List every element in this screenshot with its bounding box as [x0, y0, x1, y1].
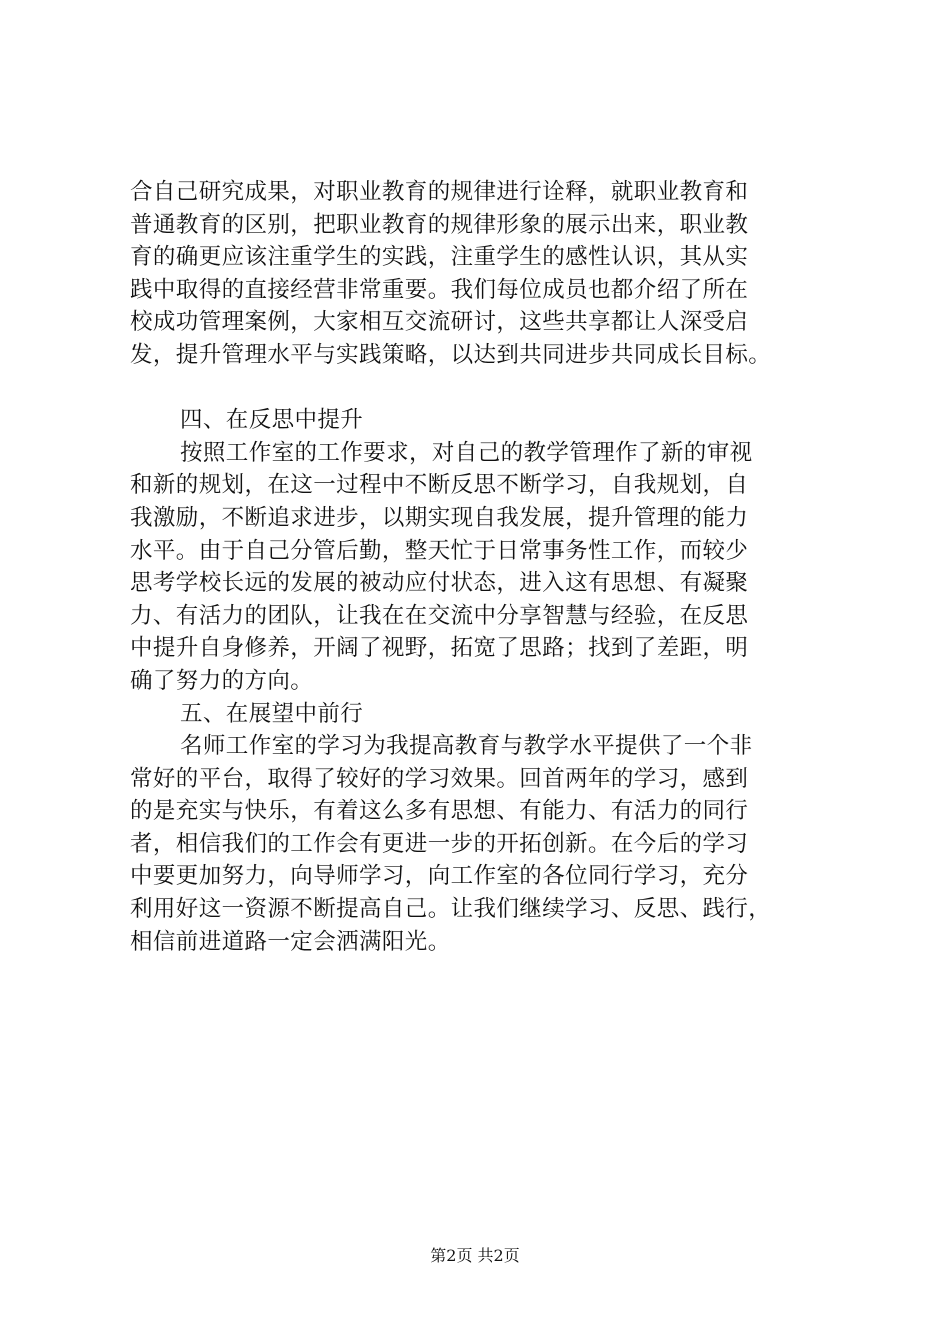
- page-footer: 第2页 共2页: [430, 1246, 520, 1265]
- paragraph-line: 育的确更应该注重学生的实践，注重学生的感性认识，其从实: [130, 244, 749, 271]
- paragraph-line: 普通教育的区别，把职业教育的规律形象的展示出来，职业教: [130, 211, 749, 238]
- paragraph-line: 校成功管理案例，大家相互交流研讨，这些共享都让人深受启: [130, 309, 749, 336]
- paragraph-line: 践中取得的直接经营非常重要。我们每位成员也都介绍了所在: [130, 276, 749, 303]
- paragraph-line: 利用好这一资源不断提高自己。让我们继续学习、反思、践行，: [130, 896, 772, 923]
- section-heading-5: 五、在展望中前行: [180, 700, 364, 727]
- paragraph-line: 水平。由于自己分管后勤，整天忙于日常事务性工作，而较少: [130, 537, 749, 564]
- paragraph-line: 相信前进道路一定会洒满阳光。: [130, 928, 451, 955]
- paragraph-line: 的是充实与快乐，有着这么多有思想、有能力、有活力的同行: [130, 798, 749, 825]
- paragraph-line: 合自己研究成果，对职业教育的规律进行诠释，就职业教育和: [130, 179, 749, 205]
- section-heading-4: 四、在反思中提升: [180, 407, 364, 434]
- paragraph-line: 中要更加努力，向导师学习，向工作室的各位同行学习，充分: [130, 863, 749, 890]
- paragraph-line: 和新的规划，在这一过程中不断反思不断学习，自我规划，自: [130, 472, 749, 499]
- paragraph-line: 力、有活力的团队，让我在在交流中分享智慧与经验，在反思: [130, 602, 749, 629]
- document-body: [130, 176, 830, 958]
- paragraph-spacer: [130, 372, 830, 405]
- paragraph-line: 常好的平台，取得了较好的学习效果。回首两年的学习，感到: [130, 765, 749, 792]
- paragraph-line: 者，相信我们的工作会有更进一步的开拓创新。在今后的学习: [130, 830, 749, 857]
- paragraph-line: 中提升自身修养，开阔了视野，拓宽了思路；找到了差距，明: [130, 635, 749, 662]
- paragraph-line: 我激励，不断追求进步，以期实现自我发展，提升管理的能力: [130, 504, 749, 531]
- paragraph-line: 思考学校长远的发展的被动应付状态，进入这有思想、有凝聚: [130, 570, 749, 597]
- paragraph-line: 按照工作室的工作要求，对自己的教学管理作了新的审视: [180, 439, 753, 466]
- paragraph-line: 名师工作室的学习为我提高教育与教学水平提供了一个非: [180, 733, 753, 760]
- paragraph-line: 确了努力的方向。: [130, 667, 314, 694]
- paragraph-line: 发，提升管理水平与实践策略，以达到共同进步共同成长目标。: [130, 341, 772, 368]
